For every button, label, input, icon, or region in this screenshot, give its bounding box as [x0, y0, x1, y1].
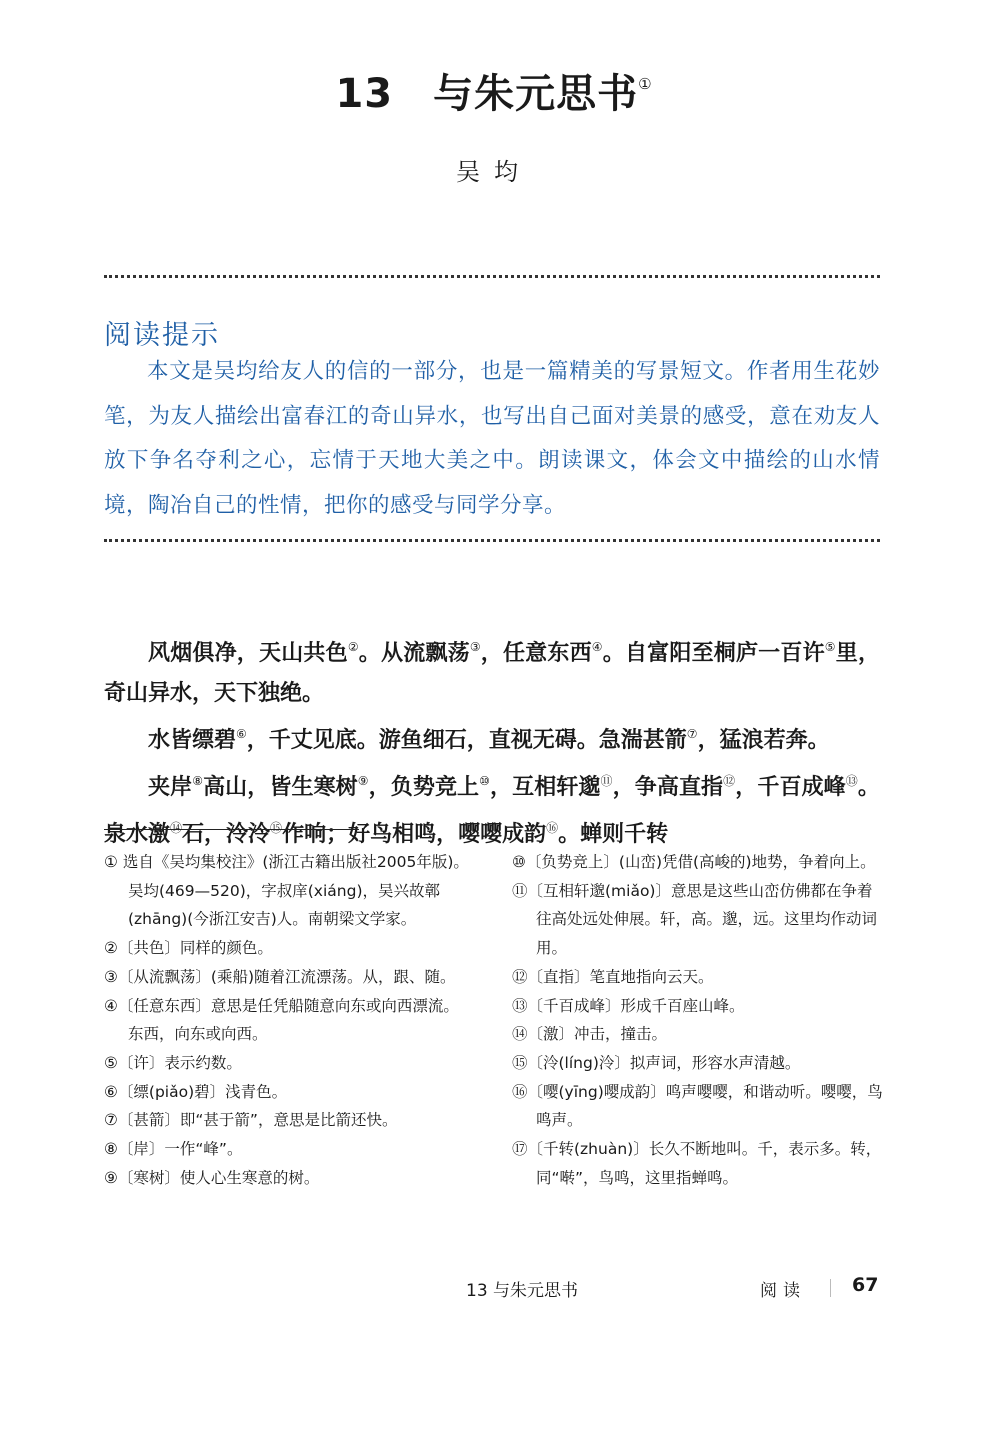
footnote-9: ⑨〔寒树〕使人心生寒意的树。	[104, 1168, 320, 1187]
footnote-6: ⑥〔缥(piǎo)碧〕浅青色。	[104, 1082, 288, 1101]
footnote-2: ②〔共色〕同样的颜色。	[104, 939, 273, 958]
footnote-5: ⑤〔许〕表示约数。	[104, 1053, 242, 1072]
footnote-3: ③〔从流飘荡〕(乘船)随着江流漂荡。从，跟、随。	[104, 967, 456, 986]
footnote-11: ⑪〔互相轩邈(miǎo)〕意思是这些山峦仿佛都在争着往高处远处伸展。轩，高。邈，远。这里均作动词用。	[512, 881, 878, 958]
footnotes-left	[104, 848, 474, 1192]
paragraph-3: 夹岸⑧高山，皆生寒树⑨，负势竞上⑩，互相轩邈⑪，争高直指⑫，千百成峰⑬。泉水激⑭石，泠泠⑮作响；好鸟相鸣，嘤嘤成韵⑯。蝉则千转	[104, 774, 880, 847]
footnote-15: ⑮〔泠(líng)泠〕拟声词，形容水声清越。	[512, 1053, 801, 1072]
footer-lesson-title: 13 与朱元思书	[466, 1281, 579, 1301]
page-number: 67	[852, 1274, 879, 1296]
dotted-divider-bottom	[104, 539, 880, 542]
footnote-8: ⑧〔岸〕一作“峰”。	[104, 1140, 243, 1159]
footer-separator	[830, 1279, 831, 1297]
footnote-16: ⑯〔嘤(yīng)嘤成韵〕鸣声嘤嘤，和谐动听。嘤嘤，鸟鸣声。	[512, 1082, 883, 1130]
author: 吴均	[456, 158, 532, 186]
lesson-title	[0, 62, 988, 119]
footer-section: 阅读	[760, 1281, 806, 1301]
footnote-rule	[104, 829, 359, 830]
reading-tips-body: 本文是吴均给友人的信的一部分，也是一篇精美的写景短文。作者用生花妙笔，为友人描绘出富春江的奇山异水，也写出自己面对美景的感受，意在劝友人放下争名夺利之心，忘情于天地大美之中。朗读课文，体会文中描绘的山水情境，陶冶自己的性情，把你的感受与同学分享。	[104, 359, 880, 518]
footnote-13: ⑬〔千百成峰〕形成千百座山峰。	[512, 996, 745, 1015]
paragraph-1: 风烟俱净，天山共色②。从流飘荡③，任意东西④。自富阳至桐庐一百许⑤里，奇山异水，天下独绝。	[104, 640, 880, 706]
footnotes-right	[512, 848, 884, 1192]
paragraph-2: 水皆缥碧⑥，千丈见底。游鱼细石，直视无碍。急湍甚箭⑦，猛浪若奔。	[148, 727, 830, 753]
footnote-17: ⑰〔千转(zhuàn)〕长久不断地叫。千，表示多。转，同“啭”，鸟鸣，这里指蝉鸣。	[512, 1140, 882, 1187]
footnote-1: ① 选自《吴均集校注》(浙江古籍出版社2005年版)。吴均(469—520)，字叔庠(xiáng)，吴兴故鄣(zhāng)(今浙江安吉)人。南朝梁文学家。	[104, 853, 469, 929]
dotted-divider-top	[104, 275, 880, 278]
footnote-7: ⑦〔甚箭〕即“甚于箭”，意思是比箭还快。	[104, 1111, 398, 1130]
footnote-10: ⑩〔负势竞上〕(山峦)凭借(高峻的)地势，争着向上。	[512, 853, 876, 871]
footnote-4: ④〔任意东西〕意思是任凭船随意向东或向西漂流。东西，向东或向西。	[104, 996, 459, 1044]
footnote-12: ⑫〔直指〕笔直地指向云天。	[512, 967, 714, 986]
lesson-number: 13	[335, 71, 394, 117]
main-text	[104, 627, 880, 855]
title-note-mark: ①	[638, 75, 653, 93]
footnote-14: ⑭〔激〕冲击，撞击。	[512, 1025, 668, 1044]
lesson-title-text: 与朱元思书	[433, 71, 639, 117]
reading-tips-heading: 阅读提示	[104, 320, 220, 351]
